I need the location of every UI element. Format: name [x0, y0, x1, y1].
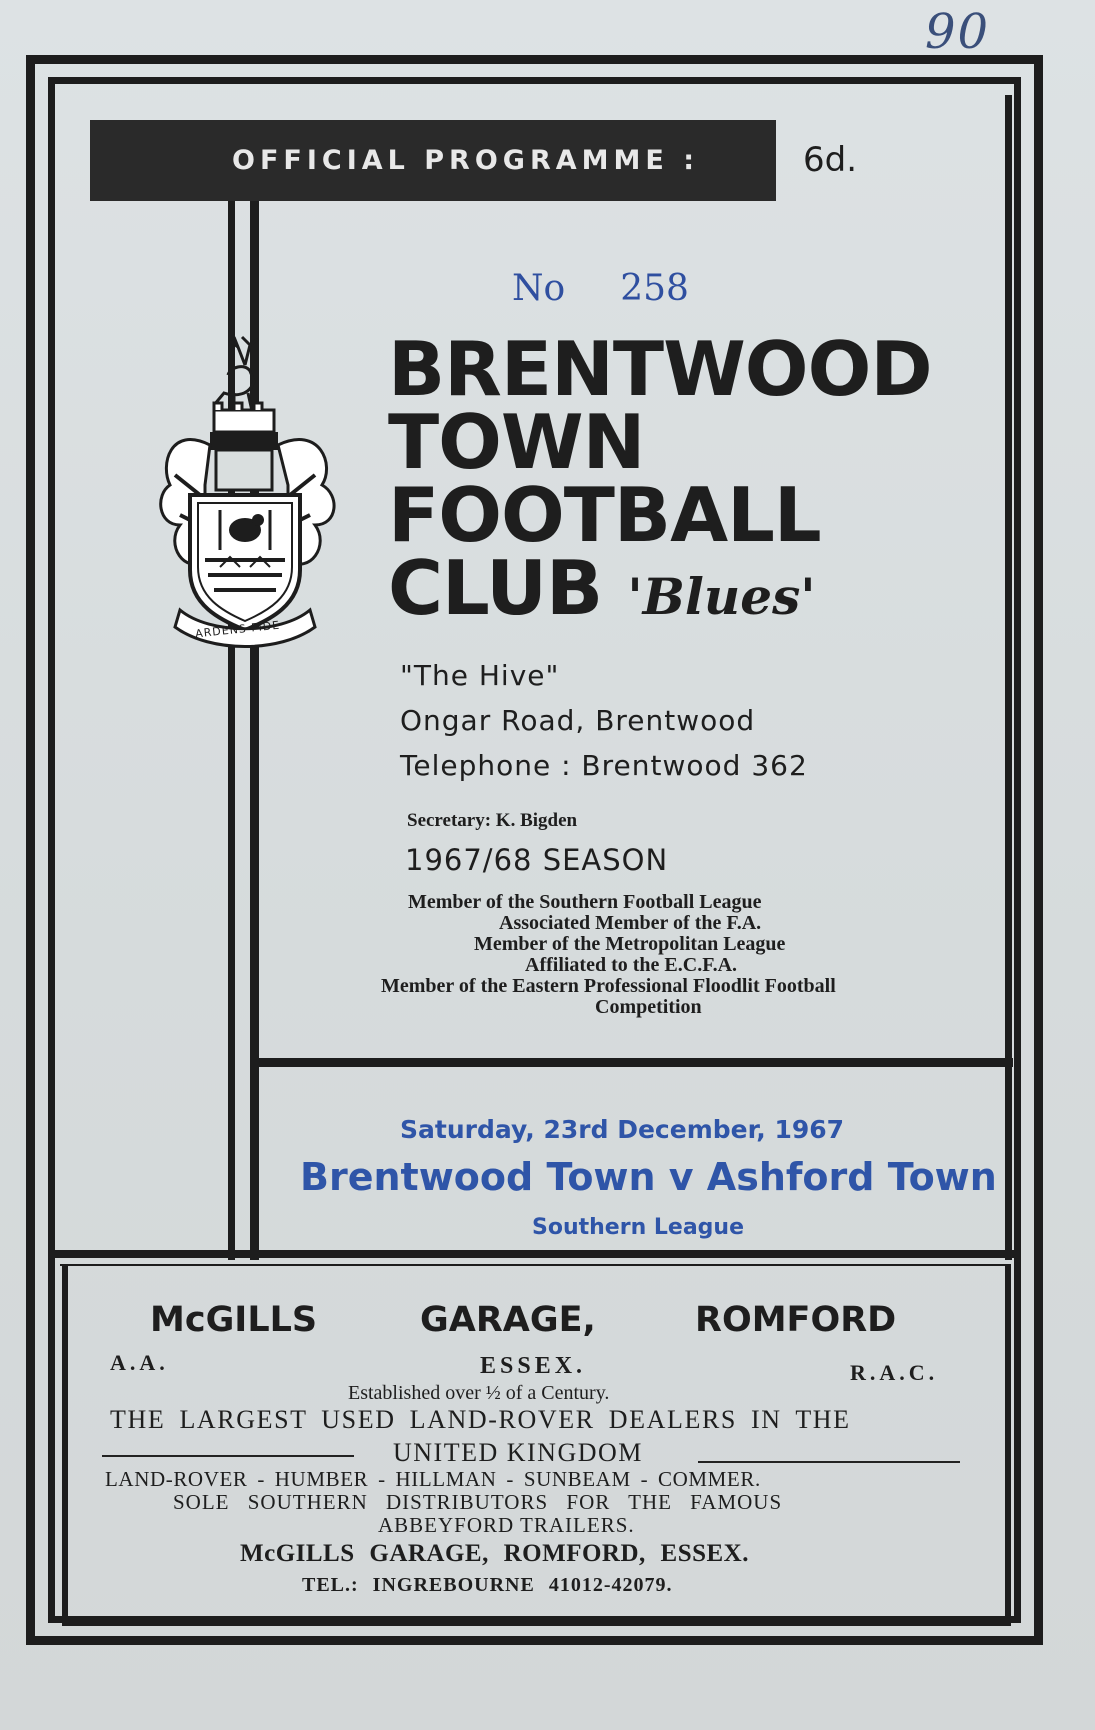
memberships-list — [375, 892, 975, 1018]
membership-item: Member of the Metropolitan League — [474, 933, 786, 955]
advert-aa: A.A. — [110, 1350, 169, 1375]
ad-box-border-right — [1005, 1264, 1011, 1626]
club-nickname: 'Blues' — [627, 567, 816, 626]
ground-name: "The Hive" — [400, 659, 560, 692]
club-name-line-4 — [388, 544, 932, 633]
membership-item: Affiliated to the E.C.F.A. — [525, 954, 738, 976]
ad-box-top-inner — [60, 1264, 1010, 1266]
secretary: Secretary: K. Bigden — [407, 810, 578, 831]
advert-address: McGILLS GARAGE, ROMFORD, ESSEX. — [240, 1540, 749, 1567]
membership-item: Member of the Southern Football League — [408, 891, 762, 913]
club-name-line-1: BRENTWOOD — [388, 325, 932, 413]
serial-number — [512, 268, 689, 309]
season: 1967/68 SEASON — [405, 843, 669, 877]
match-box-top — [258, 1058, 1013, 1067]
membership-item: Member of the Eastern Professional Floodlit Football — [381, 975, 836, 997]
match-fixture: Brentwood Town v Ashford Town — [300, 1155, 997, 1199]
serial-value: 258 — [620, 268, 689, 309]
ad-box-border-bottom — [62, 1620, 1011, 1626]
serial-prefix: No — [512, 268, 566, 309]
content-bottom-top — [48, 1250, 1021, 1258]
advert-established: Established over ½ of a Century. — [348, 1382, 610, 1404]
handwritten-number: 90 — [925, 4, 991, 60]
club-name-club: CLUB — [388, 544, 603, 632]
advert-uk: UNITED KINGDOM — [393, 1438, 643, 1467]
match-date: Saturday, 23rd December, 1967 — [400, 1115, 845, 1144]
advert-name-1: McGILLS — [150, 1300, 318, 1340]
membership-item: Associated Member of the F.A. — [499, 912, 762, 934]
advert-distributors: SOLE SOUTHERN DISTRIBUTORS FOR THE FAMOUS — [173, 1490, 783, 1514]
advert-makes: LAND-ROVER - HUMBER - HILLMAN - SUNBEAM - COMMER. — [105, 1467, 761, 1491]
ground-address: Ongar Road, Brentwood — [400, 704, 756, 737]
content-right-border — [1005, 95, 1012, 1260]
club-name — [388, 325, 932, 633]
advert-trailers: ABBEYFORD TRAILERS. — [378, 1513, 635, 1537]
advert-telephone: TEL.: INGREBOURNE 41012-42079. — [302, 1574, 673, 1596]
club-name-line-2: TOWN — [388, 398, 645, 486]
programme-price: 6d. — [803, 140, 858, 180]
club-crest-icon — [150, 335, 350, 655]
advert-name-2: GARAGE, — [420, 1300, 596, 1340]
official-programme-banner: OFFICIAL PROGRAMME : — [90, 120, 776, 201]
advert-rule-left — [102, 1455, 354, 1457]
advert-rule-right — [698, 1461, 960, 1463]
advert-rac: R.A.C. — [850, 1360, 939, 1385]
club-name-line-3: FOOTBALL — [388, 471, 821, 559]
venue-details — [400, 653, 808, 788]
advert-name-3: ROMFORD — [695, 1300, 897, 1340]
match-competition: Southern League — [532, 1215, 745, 1240]
membership-item: Competition — [595, 996, 702, 1018]
advert-largest: THE LARGEST USED LAND-ROVER DEALERS IN THE — [110, 1405, 851, 1434]
advert-county: ESSEX. — [480, 1353, 587, 1379]
crest-motto: ARDENS FIDE — [194, 618, 281, 641]
ground-telephone: Telephone : Brentwood 362 — [400, 749, 808, 782]
ad-box-border-left — [62, 1264, 68, 1626]
